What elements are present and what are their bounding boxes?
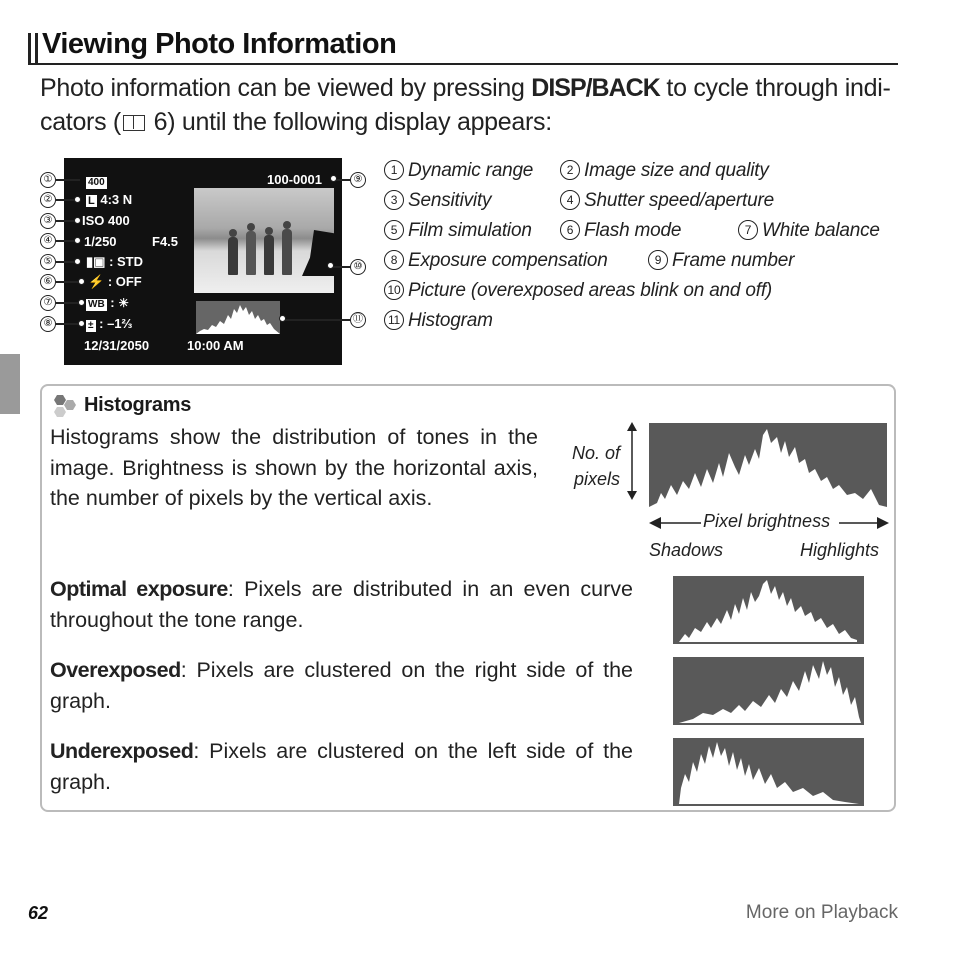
callout-line — [56, 240, 76, 242]
dynamic-range-icon: 400 — [88, 177, 105, 188]
person-figure — [282, 229, 292, 275]
page-title: Viewing Photo Information — [42, 28, 397, 60]
callout-7: ⑦ — [40, 295, 56, 311]
legend-text: Frame number — [672, 250, 795, 271]
callout-dot — [74, 237, 81, 244]
callout-dot — [78, 278, 85, 285]
film-simulation-icon: ▮▣ — [86, 254, 106, 269]
person-figure — [246, 231, 256, 275]
legend-item — [384, 160, 533, 182]
film-simulation-indicator — [86, 254, 143, 270]
person-figure — [264, 235, 274, 275]
white-balance-indicator — [86, 295, 129, 311]
callout-dot — [74, 196, 81, 203]
camera-display — [64, 158, 342, 365]
intro-text: Photo information can be viewed by pressing — [40, 74, 532, 102]
legend-item — [560, 190, 774, 212]
underexposed-description: : Pixels are clustered on the left side of the graph. — [50, 739, 633, 794]
disp-back-key: DISP/BACK — [531, 74, 660, 102]
callout-10: ⑩ — [350, 259, 366, 275]
page-number: 62 — [28, 903, 49, 923]
callout-5: ⑤ — [40, 254, 56, 270]
title-marker — [28, 33, 38, 63]
legend-text: Histogram — [408, 310, 493, 331]
legend-text: White balance — [762, 220, 880, 241]
title-rule — [28, 63, 898, 65]
intro-line-2 — [40, 105, 552, 139]
sample-photo — [194, 188, 334, 293]
section-name: More on Playback — [745, 902, 898, 923]
exposure-compensation-icon: ± — [88, 320, 94, 331]
intro-line-1 — [40, 71, 891, 105]
x-axis-label: Pixel brightness — [703, 511, 831, 531]
legend-number: 6 — [560, 220, 580, 240]
flash-indicator — [88, 274, 142, 290]
vertical-axis-arrow — [624, 422, 640, 500]
aperture-value: F4.5 — [152, 234, 179, 249]
time-value: 10:00 AM — [187, 338, 244, 353]
callout-line — [56, 281, 80, 283]
legend-item — [648, 250, 794, 272]
legend-number: 8 — [384, 250, 404, 270]
callout-dot — [74, 258, 81, 265]
chapter-tab — [0, 354, 20, 414]
legend-number: 7 — [738, 220, 758, 240]
date-value: 12/31/2050 — [84, 338, 150, 353]
legend-item — [384, 250, 608, 272]
book-icon — [123, 115, 145, 131]
overexposed-histogram — [673, 657, 864, 725]
callout-line — [333, 266, 350, 268]
image-size-icon: L — [88, 195, 95, 207]
callout-2: ② — [40, 192, 56, 208]
legend-item — [560, 160, 769, 182]
intro-text: cators ( — [40, 108, 121, 136]
camera-histogram — [196, 301, 280, 334]
legend-number: 9 — [648, 250, 668, 270]
legend-item — [738, 220, 880, 242]
exposure-compensation-indicator — [86, 316, 132, 332]
callout-3: ③ — [40, 213, 56, 229]
optimal-exposure-term: Optimal exposure — [50, 577, 228, 601]
callout-line — [56, 261, 76, 263]
legend-text: Film simulation — [408, 220, 532, 241]
overexposed-text — [50, 655, 633, 716]
optimal-exposure-text — [50, 574, 633, 635]
legend-item — [560, 220, 681, 242]
hint-hexagon-icon — [50, 394, 80, 420]
callout-line — [56, 199, 76, 201]
size-quality-value: 4:3 N — [100, 192, 133, 207]
dynamic-range-indicator — [86, 172, 107, 190]
callout-1: ① — [40, 172, 56, 188]
legend-text: Flash mode — [584, 220, 682, 241]
legend-text: Dynamic range — [408, 160, 534, 181]
legend-text: Shutter speed/aperture — [584, 190, 774, 211]
legend-number: 5 — [384, 220, 404, 240]
optimal-exposure-description: : Pixels are distributed in an even curve throughout the tone range. — [50, 577, 633, 632]
y-axis-label-2: pixels — [573, 469, 620, 489]
callout-line — [285, 319, 350, 321]
shutter-speed-value: 1/250 — [84, 234, 117, 249]
y-axis-label-1: No. of — [571, 443, 620, 463]
legend-text: Image size and quality — [584, 160, 769, 181]
frame-number: 100-0001 — [267, 172, 322, 187]
callout-line — [56, 302, 80, 304]
exposure-compensation-value: : –1⅔ — [99, 316, 133, 331]
underexposed-text — [50, 736, 633, 797]
legend-item — [384, 220, 532, 242]
flash-icon: ⚡ — [88, 274, 105, 289]
callout-8: ⑧ — [40, 316, 56, 332]
legend-text: Exposure compensation — [408, 250, 608, 271]
example-histogram — [649, 423, 887, 507]
histograms-intro: Histograms show the distribution of tones in the image. Brightness is shown by the horizontal axis, the number of pixels by the vertical axis. — [50, 425, 538, 510]
highlights-label: Highlights — [800, 540, 880, 560]
legend-number: 1 — [384, 160, 404, 180]
callout-9: ⑨ — [350, 172, 366, 188]
legend-item — [384, 310, 493, 332]
legend-number: 4 — [560, 190, 580, 210]
intro-text: to cycle through indi- — [659, 74, 891, 102]
overexposed-term: Overexposed — [50, 658, 181, 682]
legend-number: 3 — [384, 190, 404, 210]
person-figure — [228, 237, 238, 275]
callout-line — [336, 179, 350, 181]
legend-text: Picture (overexposed areas blink on and off) — [408, 280, 773, 301]
size-quality-indicator — [86, 192, 132, 207]
overexposed-mask — [302, 230, 334, 276]
flash-value: : OFF — [107, 274, 142, 289]
white-balance-icon: WB — [88, 299, 105, 310]
callout-6: ⑥ — [40, 274, 56, 290]
overexposed-description: : Pixels are clustered on the right side of the graph. — [50, 658, 633, 713]
legend-number: 11 — [384, 310, 404, 330]
white-balance-separator: : — [110, 295, 115, 310]
histograms-title: Histograms — [84, 394, 192, 416]
legend-item — [384, 280, 772, 302]
callout-dot — [74, 217, 81, 224]
sunny-shade-icon: ☀ — [118, 296, 130, 310]
underexposed-histogram — [673, 738, 864, 806]
shadows-label: Shadows — [649, 540, 724, 560]
callout-4: ④ — [40, 233, 56, 249]
callout-dot — [78, 320, 85, 327]
legend-text: Sensitivity — [408, 190, 492, 211]
sensitivity-value: ISO 400 — [82, 213, 130, 228]
underexposed-term: Underexposed — [50, 739, 194, 763]
callout-line — [56, 179, 80, 181]
legend-item — [384, 190, 491, 212]
intro-text: 6) until the following display appears: — [146, 108, 552, 136]
optimal-histogram — [673, 576, 864, 644]
callout-line — [56, 323, 80, 325]
callout-11: ⑪ — [350, 312, 366, 328]
film-simulation-value: : STD — [109, 254, 144, 269]
callout-line — [56, 220, 76, 222]
callout-dot — [78, 299, 85, 306]
legend-number: 10 — [384, 280, 404, 300]
legend-number: 2 — [560, 160, 580, 180]
